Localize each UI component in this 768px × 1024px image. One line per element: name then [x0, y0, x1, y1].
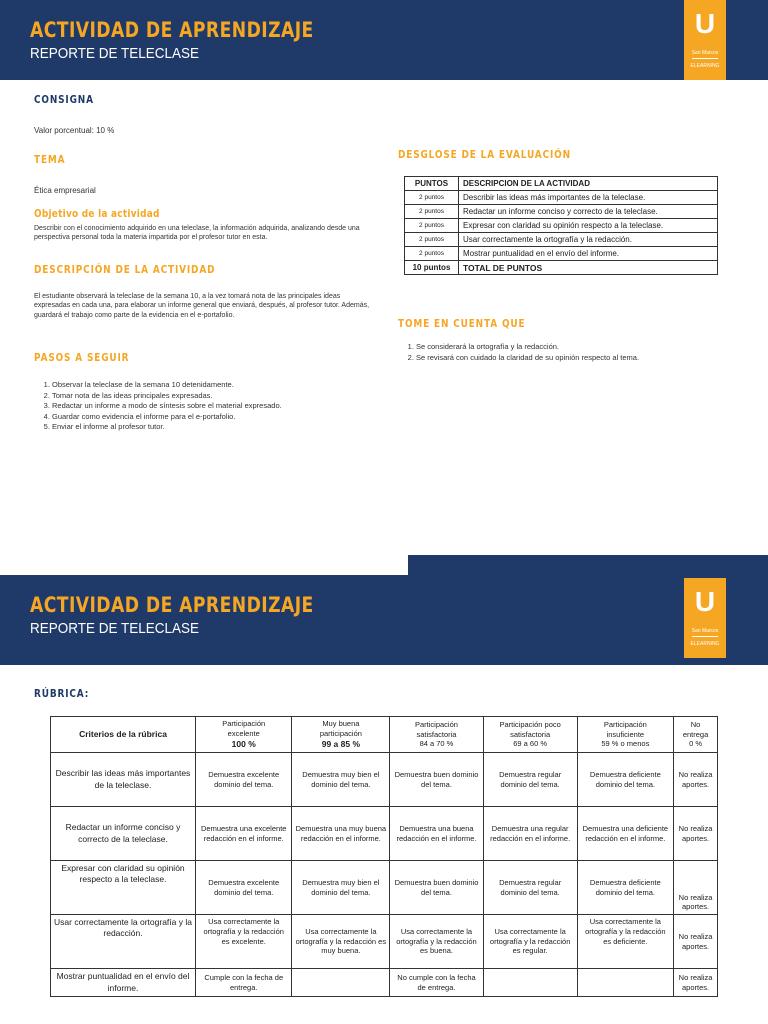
- table-row: [405, 205, 718, 219]
- total-label: TOTAL DE PUNTOS: [459, 261, 718, 275]
- criteria-cell: Describir las ideas más importantes de la teleclase.: [51, 753, 196, 807]
- rubric-cell: Usa correctamente la ortografía y la redacción es excelente.: [196, 915, 292, 969]
- col-label: No entrega: [682, 719, 709, 739]
- page2-header: [0, 555, 768, 665]
- rubric-cell: [483, 969, 577, 997]
- university-logo: [684, 0, 726, 80]
- row-description: Expresar con claridad su opinión respecto a la teleclase.: [459, 219, 718, 233]
- rubric-cell: Usa correctamente la ortografía y la redacción es muy buena.: [292, 915, 390, 969]
- rubric-cell: Demuestra regular dominio del tema.: [483, 753, 577, 807]
- rubric-cell: No realiza aportes.: [674, 861, 718, 915]
- rubrica-heading: RÚBRICA:: [34, 688, 90, 700]
- col-range: 69 a 60 %: [513, 739, 548, 749]
- col-no-entrega: [674, 717, 718, 753]
- rubric-cell: Demuestra deficiente dominio del tema.: [577, 753, 673, 807]
- table-row: [51, 915, 718, 969]
- page1-header: [0, 0, 768, 80]
- list-item: 1. Se considerará la ortografía y la redacción.: [416, 342, 738, 353]
- list-item: 2. Tomar nota de las ideas principales expresadas.: [52, 391, 354, 402]
- criteria-cell: Redactar un informe conciso y correcto de la teleclase.: [51, 807, 196, 861]
- logo-glyph: U: [694, 8, 716, 39]
- logo-rule: [692, 636, 718, 637]
- rubric-cell: Demuestra una deficiente redacción en el informe.: [577, 807, 673, 861]
- table-row: [405, 191, 718, 205]
- col-label: satisfactoria: [416, 729, 457, 739]
- col-label: insuficiente: [606, 729, 645, 739]
- rubric-cell: Cumple con la fecha de entrega.: [196, 969, 292, 997]
- col-excelente: [196, 717, 292, 753]
- table-row: [405, 247, 718, 261]
- rubric-cell: [292, 969, 390, 997]
- row-points: 2 puntos: [405, 219, 459, 233]
- rubric-cell: Demuestra una regular redacción en el informe.: [483, 807, 577, 861]
- criteria-cell: Usar correctamente la ortografía y la redacción.: [51, 915, 196, 969]
- rubric-cell: Demuestra una muy buena redacción en el informe.: [292, 807, 390, 861]
- col-label: Participación: [415, 719, 458, 729]
- logo-tagline: ELEARNING: [690, 641, 720, 647]
- logo-name: San Marcos: [691, 628, 719, 634]
- list-item: 3. Redactar un informe a modo de síntesis sobre el material expresado.: [52, 401, 354, 412]
- criteria-cell: Mostrar puntualidad en el envío del informe.: [51, 969, 196, 997]
- rubric-cell: No realiza aportes.: [674, 915, 718, 969]
- list-item: 4. Guardar como evidencia el informe para el e-portafolio.: [52, 412, 354, 423]
- table-total-row: [405, 261, 718, 275]
- logo-rule: [692, 58, 718, 59]
- col-label: participación: [319, 728, 362, 738]
- rubric-cell: Demuestra una excelente redacción en el informe.: [196, 807, 292, 861]
- desglose-heading: DESGLOSE DE LA EVALUACIÓN: [398, 149, 571, 161]
- col-range: 0 %: [689, 739, 702, 749]
- rubric-cell: Demuestra buen dominio del tema.: [390, 753, 483, 807]
- consigna-heading: CONSIGNA: [34, 94, 94, 106]
- row-points: 2 puntos: [405, 191, 459, 205]
- table-row: [51, 753, 718, 807]
- col-range: 100 %: [231, 738, 256, 749]
- evaluation-table: [404, 176, 718, 275]
- col-muy-buena: [292, 717, 390, 753]
- university-logo: [684, 578, 726, 658]
- table-row: [405, 233, 718, 247]
- rubric-cell: [577, 969, 673, 997]
- page2-header-tab: [408, 555, 768, 579]
- col-label: Participación: [603, 719, 647, 729]
- row-points: 2 puntos: [405, 233, 459, 247]
- table-row: [51, 807, 718, 861]
- rubric-cell: Demuestra muy bien el dominio del tema.: [292, 861, 390, 915]
- rubric-cell: Usa correctamente la ortografía y la redacción es deficiente.: [577, 915, 673, 969]
- list-item: 1. Observar la teleclase de la semana 10 detenidamente.: [52, 380, 354, 391]
- header-title: ACTIVIDAD DE APRENDIZAJE: [30, 18, 314, 42]
- row-points: 2 puntos: [405, 205, 459, 219]
- descripcion-text: El estudiante observará la teleclase de la semana 10, a la vez tomará nota de las principales ideas expresadas en cada una, para elaborar un informe general que enviará, después, al profesor tutor. Además, guardará el trabajo como parte de la evidencia en el e-portafolio.: [34, 293, 370, 319]
- consigna-value: Valor porcentual: 10 %: [34, 126, 115, 135]
- tome-list: [398, 342, 738, 363]
- col-label: Criterios de la rúbrica: [79, 728, 167, 739]
- total-points: 10 puntos: [405, 261, 459, 275]
- col-poco-satisfactoria: [483, 717, 577, 753]
- rubric-cell: Demuestra buen dominio del tema.: [390, 861, 483, 915]
- col-label: excelente: [227, 728, 260, 738]
- rubric-cell: No realiza aportes.: [674, 969, 718, 997]
- logo-tagline: ELEARNING: [690, 63, 720, 69]
- table-header-row: [51, 717, 718, 753]
- rubric-cell: No cumple con la fecha de entrega.: [390, 969, 483, 997]
- list-item: 2. Se revisará con cuidado la claridad de su opinión respecto al tema.: [416, 353, 738, 364]
- logo-name: San Marcos: [691, 50, 719, 56]
- table-row: [51, 861, 718, 915]
- col-description: DESCRIPCION DE LA ACTIVIDAD: [459, 177, 718, 191]
- col-range: 84 a 70 %: [419, 739, 454, 749]
- rubric-cell: Demuestra regular dominio del tema.: [483, 861, 577, 915]
- col-points: PUNTOS: [405, 177, 459, 191]
- pasos-list: [34, 380, 354, 433]
- tema-heading: TEMA: [34, 154, 66, 166]
- rubric-cell: Demuestra excelente dominio del tema.: [196, 753, 292, 807]
- table-row: [405, 219, 718, 233]
- row-points: 2 puntos: [405, 247, 459, 261]
- table-row: [51, 969, 718, 997]
- objetivo-text: Describir con el conocimiento adquirido en una teleclase, la información adquirida, analizando desde una perspectiva personal toda la materia impartida por el profesor tutor en esta.: [34, 225, 360, 242]
- col-label: satisfactoria: [510, 729, 551, 739]
- logo-glyph: U: [694, 586, 716, 617]
- rubric-cell: Demuestra excelente dominio del tema.: [196, 861, 292, 915]
- row-description: Usar correctamente la ortografía y la redacción.: [459, 233, 718, 247]
- col-label: Muy buena: [322, 719, 360, 729]
- list-item: 5. Enviar el informe al profesor tutor.: [52, 422, 354, 433]
- header-subtitle: REPORTE DE TELECLASE: [30, 45, 200, 62]
- header-title: ACTIVIDAD DE APRENDIZAJE: [30, 593, 314, 617]
- col-criteria: [51, 717, 196, 753]
- rubric-table: [50, 716, 718, 997]
- tema-value: Ética empresarial: [34, 186, 96, 195]
- col-label: Participación: [222, 719, 266, 729]
- rubric-cell: No realiza aportes.: [674, 807, 718, 861]
- criteria-cell: Expresar con claridad su opinión respecto a la teleclase.: [51, 861, 196, 915]
- rubric-cell: Demuestra una buena redacción en el informe.: [390, 807, 483, 861]
- rubric-cell: Usa correctamente la ortografía y la redacción es regular.: [483, 915, 577, 969]
- col-satisfactoria: [390, 717, 483, 753]
- rubric-cell: Demuestra deficiente dominio del tema.: [577, 861, 673, 915]
- header-subtitle: REPORTE DE TELECLASE: [30, 620, 200, 637]
- col-label: Participación poco: [499, 719, 561, 729]
- col-insuficiente: [577, 717, 673, 753]
- tome-heading: TOME EN CUENTA QUE: [398, 318, 526, 330]
- row-description: Mostrar puntualidad en el envío del informe.: [459, 247, 718, 261]
- rubric-cell: No realiza aportes.: [674, 753, 718, 807]
- rubric-cell: Demuestra muy bien el dominio del tema.: [292, 753, 390, 807]
- objetivo-heading: Objetivo de la actividad: [34, 208, 160, 220]
- pasos-heading: PASOS A SEGUIR: [34, 352, 130, 364]
- table-header-row: [405, 177, 718, 191]
- rubric-cell: Usa correctamente la ortografía y la redacción es buena.: [390, 915, 483, 969]
- col-range: 99 a 85 %: [321, 738, 360, 749]
- row-description: Describir las ideas más importantes de la teleclase.: [459, 191, 718, 205]
- descripcion-heading: DESCRIPCIÓN DE LA ACTIVIDAD: [34, 264, 216, 276]
- row-description: Redactar un informe conciso y correcto de la teleclase.: [459, 205, 718, 219]
- col-range: 59 % o menos: [601, 739, 650, 749]
